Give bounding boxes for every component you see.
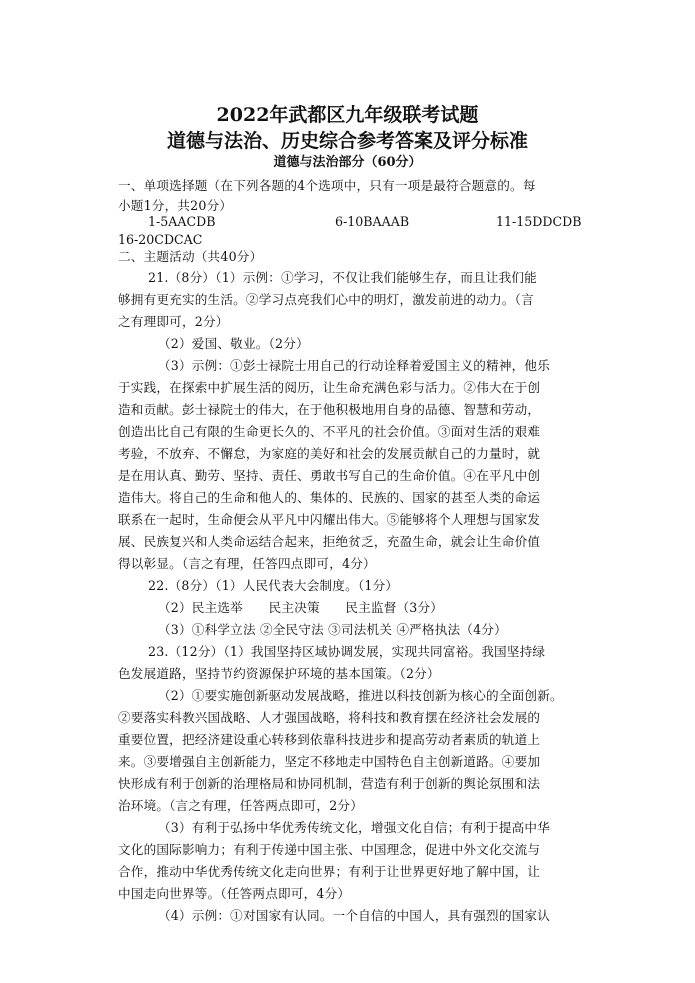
text-line: 之有理即可，2分）	[118, 314, 229, 329]
text-line: 来。③要增强自主创新能力，坚定不移地走中国特色自主创新道路。④要加	[118, 754, 541, 769]
text-line: （2）爱国、敬业。（2分）	[158, 336, 309, 351]
answer-group-2: 6-10BAAAB	[335, 214, 410, 229]
text-line: 重要位置，把经济建设重心转移到依靠科技进步和提高劳动者素质的轨道上	[118, 732, 541, 747]
text-line: 色发展道路，坚持节约资源保护环境的基本国策。（2分）	[118, 666, 440, 681]
text-line: 联系在一起时，生命便会从平凡中闪耀出伟大。⑤能够将个人理想与国家发	[118, 512, 541, 527]
text-line: （3）示例：①彭士禄院士用自己的行动诠释着爱国主义的精神，他乐	[158, 358, 551, 373]
text-line: 23.（12分）（1）我国坚持区域协调发展，实现共同富裕。我国坚持绿	[148, 644, 546, 659]
text-line: 快形成有利于创新的治理格局和协同机制，营造有利于创新的舆论氛围和法	[118, 776, 541, 791]
text-line: 造和贡献。彭士禄院士的伟大，在于他积极地用自身的品德、智慧和劳动，	[118, 402, 541, 417]
part1-heading-line2: 小题1分，共20分）	[118, 198, 233, 213]
text-line: 是在用认真、勤劳、坚持、责任、勇敢书写自己的生命价值。④在平凡中创	[118, 468, 541, 483]
text-line: 造伟大。将自己的生命和他人的、集体的、民族的、国家的甚至人类的命运	[118, 490, 541, 505]
text-line: 展、民族复兴和人类命运结合起来，拒绝贫乏，充盈生命，就会让生命价值	[118, 534, 541, 549]
part1-heading-line1: 一、单项选择题（在下列各题的4个选项中，只有一项是最符合题意的。每	[118, 178, 536, 193]
text-line: （2）①要实施创新驱动发展战略，推进以科技创新为核心的全面创新。	[158, 688, 563, 703]
text-line: 创造出比自己有限的生命更长久的、不平凡的社会价值。③面对生活的艰难	[118, 424, 541, 439]
text-line: 于实践，在探索中扩展生活的阅历，让生命充满色彩与活力。②伟大在于创	[118, 380, 541, 395]
answer-group-3: 11-15DDCDB	[496, 214, 582, 229]
text-line: 文化的国际影响力；有利于传递中国主张、中国理念，促进中外文化交流与	[118, 842, 541, 857]
document-subtitle: 道德与法治、历史综合参考答案及评分标准	[166, 130, 528, 152]
text-line: 治环境。（言之有理，任答两点即可，2分）	[118, 798, 363, 813]
text-line: ②要落实科教兴国战略、人才强国战略，将科技和教育摆在经济社会发展的	[118, 710, 541, 725]
section-title: 道德与法治部分（60分）	[273, 155, 422, 170]
text-line: （3）①科学立法 ②全民守法 ③司法机关 ④严格执法（4分）	[158, 622, 507, 637]
answer-group-1: 1-5AACDB	[148, 214, 216, 229]
text-line: 合作，推动中华优秀传统文化走向世界；有利于让世界更好地了解中国，让	[118, 864, 541, 879]
text-line: （3）有利于弘扬中华优秀传统文化，增强文化自信；有利于提高中华	[158, 820, 551, 835]
text-line: 考验，不放弃、不懈怠，为家庭的美好和社会的发展贡献自己的力量时，就	[118, 446, 541, 461]
document-title: 2022年武都区九年级联考试题	[216, 104, 479, 126]
answer-group-4: 16-20CDCAC	[118, 232, 203, 247]
text-line: 够拥有更充实的生活。②学习点亮我们心中的明灯，激发前进的动力。（言	[118, 292, 534, 307]
text-line: （4）示例：①对国家有认同。一个自信的中国人，具有强烈的国家认	[158, 908, 551, 923]
text-line: 得以彰显。（言之有理，任答四点即可，4分）	[118, 556, 376, 571]
text-line: （2）民主选举 民主决策 民主监督（3分）	[158, 600, 444, 615]
part2-heading: 二、主题活动（共40分）	[118, 249, 263, 264]
text-line: 中国走向世界等。（任答两点即可，4分）	[118, 886, 351, 901]
text-line: 22.（8分）（1）人民代表大会制度。（1分）	[148, 578, 399, 593]
text-line: 21.（8分）（1）示例：①学习，不仅让我们能够生存，而且让我们能	[148, 270, 537, 285]
